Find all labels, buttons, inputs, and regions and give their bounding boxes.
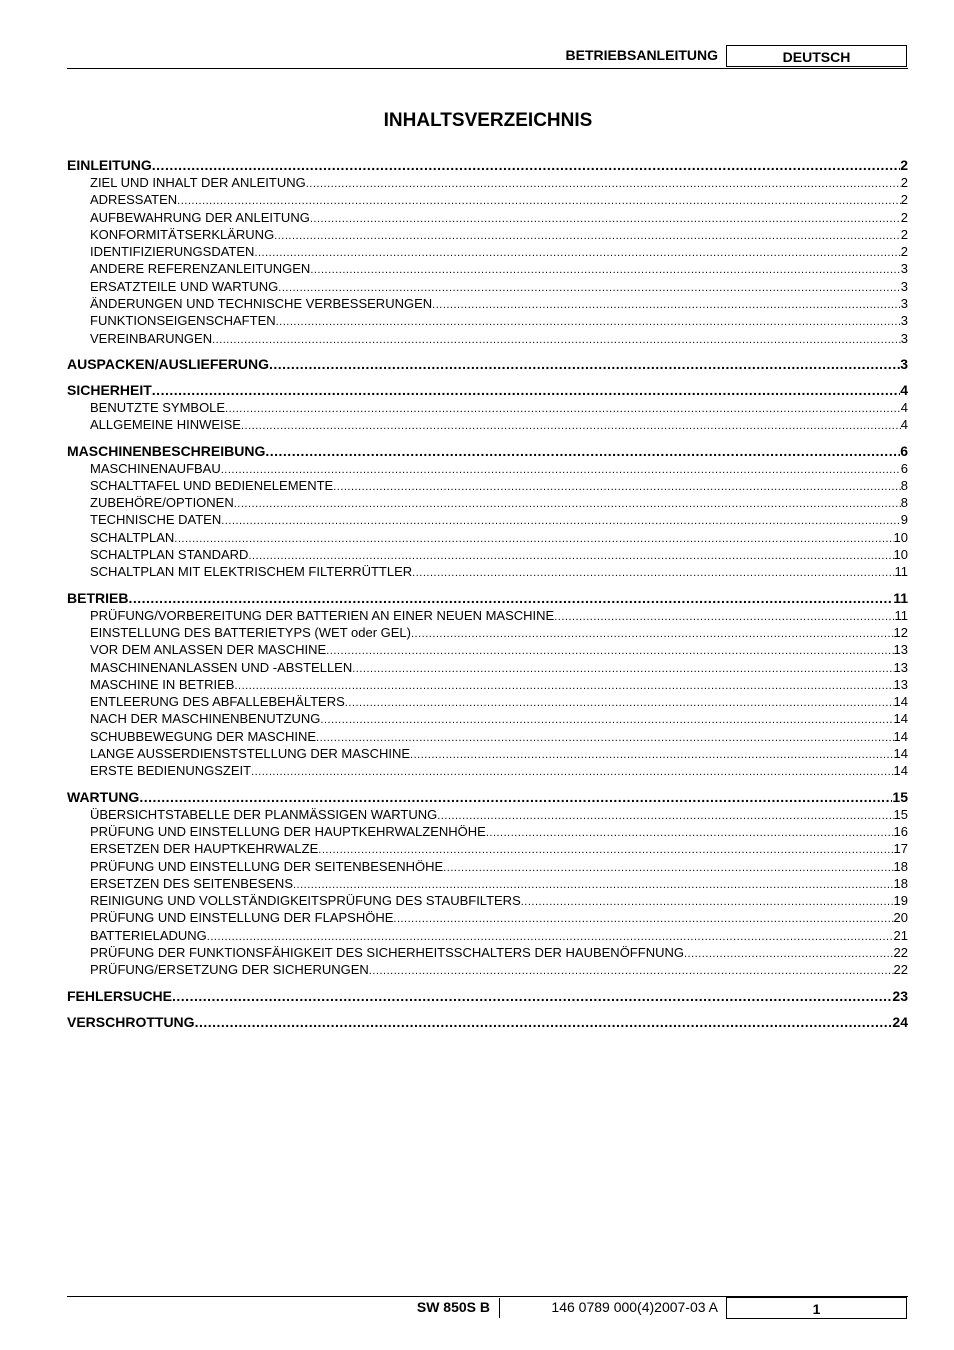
toc-entry-page: 8 bbox=[900, 477, 908, 493]
toc-subentry[interactable] bbox=[67, 477, 908, 494]
toc-entry-page: 13 bbox=[893, 642, 908, 658]
toc-section bbox=[67, 589, 908, 780]
dot-leader bbox=[152, 156, 900, 174]
dot-leader bbox=[221, 513, 901, 530]
toc-entry-title: ÜBERSICHTSTABELLE DER PLANMÄSSIGEN WARTUNG bbox=[90, 806, 438, 822]
toc-section bbox=[67, 987, 908, 1005]
toc-entry-page: 11 bbox=[894, 607, 908, 623]
dot-leader bbox=[225, 401, 901, 418]
toc-entry-page: 8 bbox=[900, 495, 908, 511]
toc-subentry[interactable] bbox=[67, 511, 908, 528]
toc-entry-page: 14 bbox=[893, 763, 908, 779]
toc-subentry[interactable] bbox=[67, 676, 908, 693]
page-title: INHALTSVERZEICHNIS bbox=[383, 110, 593, 131]
toc-section bbox=[67, 355, 908, 373]
toc-entry-title: VOR DEM ANLASSEN DER MASCHINE bbox=[90, 642, 327, 658]
toc-entry-title: VEREINBARUNGEN bbox=[90, 330, 213, 346]
dot-leader bbox=[352, 661, 893, 678]
toc-entry-page: 3 bbox=[900, 313, 908, 329]
toc-entry-page: 3 bbox=[900, 278, 908, 294]
toc-entry-title: MASCHINENANLASSEN UND -ABSTELLEN bbox=[90, 659, 353, 675]
dot-leader bbox=[410, 747, 894, 764]
toc-subentry[interactable] bbox=[67, 840, 908, 857]
toc-entry-page: 13 bbox=[893, 659, 908, 675]
toc-entry-page: 13 bbox=[893, 676, 908, 692]
toc-entry-page: 2 bbox=[900, 244, 908, 260]
toc-subentry[interactable] bbox=[67, 624, 908, 641]
toc-subentry[interactable] bbox=[67, 312, 908, 329]
toc-subentry[interactable] bbox=[67, 892, 908, 909]
toc-subentry[interactable] bbox=[67, 563, 908, 580]
toc-subentry[interactable] bbox=[67, 693, 908, 710]
toc-entry-page: 2 bbox=[900, 209, 908, 225]
toc-entry-title: PRÜFUNG UND EINSTELLUNG DER HAUPTKEHRWALZENHÖHE bbox=[90, 823, 486, 839]
toc-subentry[interactable] bbox=[67, 875, 908, 892]
toc-section-entry[interactable] bbox=[67, 355, 908, 373]
toc-entry-title: SCHALTTAFEL UND BEDIENELEMENTE bbox=[90, 477, 334, 493]
toc-subentry[interactable] bbox=[67, 278, 908, 295]
toc-entry-title: ENTLEERUNG DES ABFALLEBEHÄLTERS bbox=[90, 694, 345, 710]
toc-entry-title: ADRESSATEN bbox=[90, 192, 178, 208]
toc-subentry[interactable] bbox=[67, 191, 908, 208]
dot-leader bbox=[486, 825, 894, 842]
header-doc-type: BETRIEBSANLEITUNG bbox=[565, 47, 718, 63]
dot-leader bbox=[345, 695, 894, 712]
dot-leader bbox=[333, 479, 901, 496]
toc-entry-page: 2 bbox=[900, 226, 908, 242]
toc-subentry[interactable] bbox=[67, 399, 908, 416]
toc-entry-title: ERSTE BEDIENUNGSZEIT bbox=[90, 763, 252, 779]
toc-entry-page: 3 bbox=[900, 261, 908, 277]
toc-subentry[interactable] bbox=[67, 529, 908, 546]
toc-section-page: 11 bbox=[893, 589, 908, 606]
toc-section-title: SICHERHEIT bbox=[67, 381, 152, 398]
toc-section-page: 15 bbox=[892, 788, 908, 805]
toc-section bbox=[67, 442, 908, 581]
toc-subentry[interactable] bbox=[67, 961, 908, 978]
dot-leader bbox=[234, 496, 901, 513]
toc-subentry[interactable] bbox=[67, 806, 908, 823]
dot-leader bbox=[172, 987, 892, 1005]
toc-subentry[interactable] bbox=[67, 745, 908, 762]
toc-entry-page: 6 bbox=[900, 460, 908, 476]
toc-entry-page: 4 bbox=[900, 399, 908, 415]
toc-entry-title: MASCHINENAUFBAU bbox=[90, 460, 221, 476]
toc-subentry[interactable] bbox=[67, 710, 908, 727]
table-of-contents bbox=[67, 156, 908, 1039]
toc-section bbox=[67, 156, 908, 347]
toc-section-page: 24 bbox=[892, 1013, 908, 1030]
toc-subentry[interactable] bbox=[67, 659, 908, 676]
toc-entry-title: NACH DER MASCHINENBENUTZUNG bbox=[90, 711, 321, 727]
toc-entry-page: 21 bbox=[893, 927, 908, 943]
toc-entry-page: 18 bbox=[893, 858, 908, 874]
toc-section-title: MASCHINENBESCHREIBUNG bbox=[67, 442, 266, 459]
toc-section-entry[interactable] bbox=[67, 1013, 908, 1031]
toc-entry-page: 17 bbox=[893, 841, 908, 857]
dot-leader bbox=[251, 764, 893, 781]
dot-leader bbox=[269, 355, 900, 373]
dot-leader bbox=[274, 228, 901, 245]
toc-entry-page: 14 bbox=[893, 728, 908, 744]
dot-leader bbox=[369, 963, 894, 980]
toc-section-entry[interactable] bbox=[67, 589, 908, 607]
dot-leader bbox=[521, 894, 894, 911]
toc-section-entry[interactable] bbox=[67, 381, 908, 399]
toc-subentry[interactable] bbox=[67, 174, 908, 191]
toc-entry-title: SCHALTPLAN MIT ELEKTRISCHEM FILTERRÜTTLER bbox=[90, 564, 413, 580]
toc-subentry[interactable] bbox=[67, 728, 908, 745]
toc-subentry[interactable] bbox=[67, 944, 908, 961]
toc-section-title: VERSCHROTTUNG bbox=[67, 1013, 195, 1030]
dot-leader bbox=[306, 176, 901, 193]
dot-leader bbox=[411, 626, 894, 643]
toc-entry-page: 3 bbox=[900, 330, 908, 346]
toc-entry-page: 18 bbox=[893, 875, 908, 891]
toc-subentry[interactable] bbox=[67, 260, 908, 277]
dot-leader bbox=[393, 911, 893, 928]
toc-entry-title: BENUTZTE SYMBOLE bbox=[90, 399, 226, 415]
toc-section-page: 2 bbox=[900, 157, 908, 173]
toc-entry-page: 14 bbox=[893, 746, 908, 762]
toc-entry-page: 22 bbox=[893, 944, 908, 960]
toc-entry-title: SCHALTPLAN STANDARD bbox=[90, 547, 249, 563]
toc-section-title: AUSPACKEN/AUSLIEFERUNG bbox=[67, 355, 269, 372]
toc-entry-title: ZIEL UND INHALT DER ANLEITUNG bbox=[90, 175, 306, 190]
toc-entry-page: 9 bbox=[900, 512, 908, 528]
footer-model: SW 850S B bbox=[416, 1299, 490, 1315]
toc-entry-title: IDENTIFIZIERUNGSDATEN bbox=[90, 244, 255, 260]
toc-section bbox=[67, 381, 908, 434]
dot-leader bbox=[254, 245, 900, 262]
toc-section-title: FEHLERSUCHE bbox=[67, 987, 173, 1004]
dot-leader bbox=[212, 332, 901, 349]
toc-subentry[interactable] bbox=[67, 927, 908, 944]
dot-leader bbox=[241, 418, 901, 435]
toc-entry-title: SCHUBBEWEGUNG DER MASCHINE bbox=[90, 728, 317, 744]
toc-entry-title: ANDERE REFERENZANLEITUNGEN bbox=[90, 261, 311, 277]
toc-entry-page: 22 bbox=[893, 962, 908, 978]
toc-subentry[interactable] bbox=[67, 243, 908, 260]
toc-subentry[interactable] bbox=[67, 330, 908, 347]
toc-entry-page: 3 bbox=[900, 296, 908, 312]
toc-section-page: 23 bbox=[892, 987, 908, 1004]
toc-entry-page: 11 bbox=[894, 564, 908, 580]
toc-entry-title: LANGE AUSSERDIENSTSTELLUNG DER MASCHINE bbox=[90, 746, 411, 762]
header-language-box: DEUTSCH bbox=[726, 45, 907, 67]
toc-entry-title: ZUBEHÖRE/OPTIONEN bbox=[90, 495, 234, 511]
toc-section-page: 3 bbox=[900, 355, 908, 372]
dot-leader bbox=[310, 211, 901, 228]
toc-entry-title: MASCHINE IN BETRIEB bbox=[90, 676, 235, 692]
toc-entry-title: EINSTELLUNG DES BATTERIETYPS (WET oder GEL) bbox=[90, 624, 411, 640]
dot-leader bbox=[139, 788, 892, 806]
toc-subentry[interactable] bbox=[67, 607, 908, 624]
toc-section-entry[interactable] bbox=[67, 156, 908, 174]
dot-leader bbox=[174, 531, 893, 548]
toc-section-title: WARTUNG bbox=[67, 788, 140, 805]
toc-entry-title: TECHNISCHE DATEN bbox=[90, 512, 222, 528]
toc-entry-title: AUFBEWAHRUNG DER ANLEITUNG bbox=[90, 209, 310, 225]
dot-leader bbox=[326, 643, 893, 660]
toc-subentry[interactable] bbox=[67, 460, 908, 477]
toc-entry-page: 12 bbox=[893, 624, 908, 640]
toc-entry-page: 10 bbox=[893, 529, 908, 545]
toc-entry-title: FUNKTIONSEIGENSCHAFTEN bbox=[90, 313, 276, 329]
dot-leader bbox=[152, 381, 900, 399]
footer-page-number: 1 bbox=[726, 1297, 907, 1319]
dot-leader bbox=[276, 314, 901, 331]
toc-entry-page: 4 bbox=[900, 417, 908, 433]
toc-section-entry[interactable] bbox=[67, 987, 908, 1005]
dot-leader bbox=[320, 712, 893, 729]
dot-leader bbox=[412, 565, 894, 582]
toc-entry-page: 19 bbox=[893, 893, 908, 909]
dot-leader bbox=[432, 297, 901, 314]
footer-doc-code: 146 0789 000(4)2007-03 A bbox=[551, 1299, 718, 1315]
toc-subentry[interactable] bbox=[67, 641, 908, 658]
toc-subentry[interactable] bbox=[67, 416, 908, 433]
dot-leader bbox=[554, 609, 894, 626]
toc-subentry[interactable] bbox=[67, 762, 908, 779]
toc-entry-page: 10 bbox=[893, 547, 908, 563]
toc-entry-title: SCHALTPLAN bbox=[90, 529, 175, 545]
toc-section-entry[interactable] bbox=[67, 442, 908, 460]
toc-entry-page: 2 bbox=[900, 175, 908, 190]
toc-subentry[interactable] bbox=[67, 226, 908, 243]
toc-entry-title: ERSATZTEILE UND WARTUNG bbox=[90, 278, 279, 294]
toc-section-entry[interactable] bbox=[67, 788, 908, 806]
dot-leader bbox=[437, 808, 893, 825]
dot-leader bbox=[443, 860, 893, 877]
toc-entry-page: 14 bbox=[893, 694, 908, 710]
toc-subentry[interactable] bbox=[67, 209, 908, 226]
toc-entry-title: KONFORMITÄTSERKLÄRUNG bbox=[90, 226, 275, 242]
toc-entry-title: PRÜFUNG/VORBEREITUNG DER BATTERIEN AN EINER NEUEN MASCHINE bbox=[90, 607, 555, 623]
toc-subentry[interactable] bbox=[67, 494, 908, 511]
toc-entry-page: 16 bbox=[893, 823, 908, 839]
dot-leader bbox=[128, 589, 893, 607]
toc-entry-page: 15 bbox=[893, 806, 908, 822]
toc-section-title: EINLEITUNG bbox=[67, 157, 152, 173]
toc-entry-title: PRÜFUNG/ERSETZUNG DER SICHERUNGEN bbox=[90, 962, 369, 978]
toc-section bbox=[67, 788, 908, 979]
toc-entry-page: 20 bbox=[893, 910, 908, 926]
toc-subentry[interactable] bbox=[67, 295, 908, 312]
toc-entry-title: PRÜFUNG UND EINSTELLUNG DER FLAPSHÖHE bbox=[90, 910, 394, 926]
toc-section-page: 4 bbox=[900, 381, 908, 398]
toc-entry-title: ÄNDERUNGEN UND TECHNISCHE VERBESSERUNGEN bbox=[90, 296, 433, 312]
toc-entry-title: REINIGUNG UND VOLLSTÄNDIGKEITSPRÜFUNG DES STAUBFILTERS bbox=[90, 893, 521, 909]
dot-leader bbox=[310, 262, 900, 279]
toc-subentry[interactable] bbox=[67, 858, 908, 875]
toc-entry-page: 2 bbox=[900, 192, 908, 208]
toc-entry-title: ALLGEMEINE HINWEISE bbox=[90, 417, 241, 433]
toc-subentry[interactable] bbox=[67, 546, 908, 563]
header-rule bbox=[67, 68, 908, 69]
toc-subentry[interactable] bbox=[67, 909, 908, 926]
toc-entry-page: 14 bbox=[893, 711, 908, 727]
toc-entry-title: BATTERIELADUNG bbox=[90, 927, 207, 943]
toc-section-title: BETRIEB bbox=[67, 589, 129, 606]
toc-section-page: 6 bbox=[900, 442, 908, 459]
toc-subentry[interactable] bbox=[67, 823, 908, 840]
toc-entry-title: ERSETZEN DER HAUPTKEHRWALZE bbox=[90, 841, 319, 857]
toc-entry-title: PRÜFUNG UND EINSTELLUNG DER SEITENBESENHÖHE bbox=[90, 858, 444, 874]
toc-section bbox=[67, 1013, 908, 1031]
toc-entry-title: ERSETZEN DES SEITENBESENS bbox=[90, 875, 293, 891]
toc-entry-title: PRÜFUNG DER FUNKTIONSFÄHIGKEIT DES SICHERHEITSSCHALTERS DER HAUBENÖFFNUNG bbox=[90, 944, 684, 960]
dot-leader bbox=[265, 442, 900, 460]
dot-leader bbox=[684, 946, 894, 963]
dot-leader bbox=[195, 1013, 893, 1031]
